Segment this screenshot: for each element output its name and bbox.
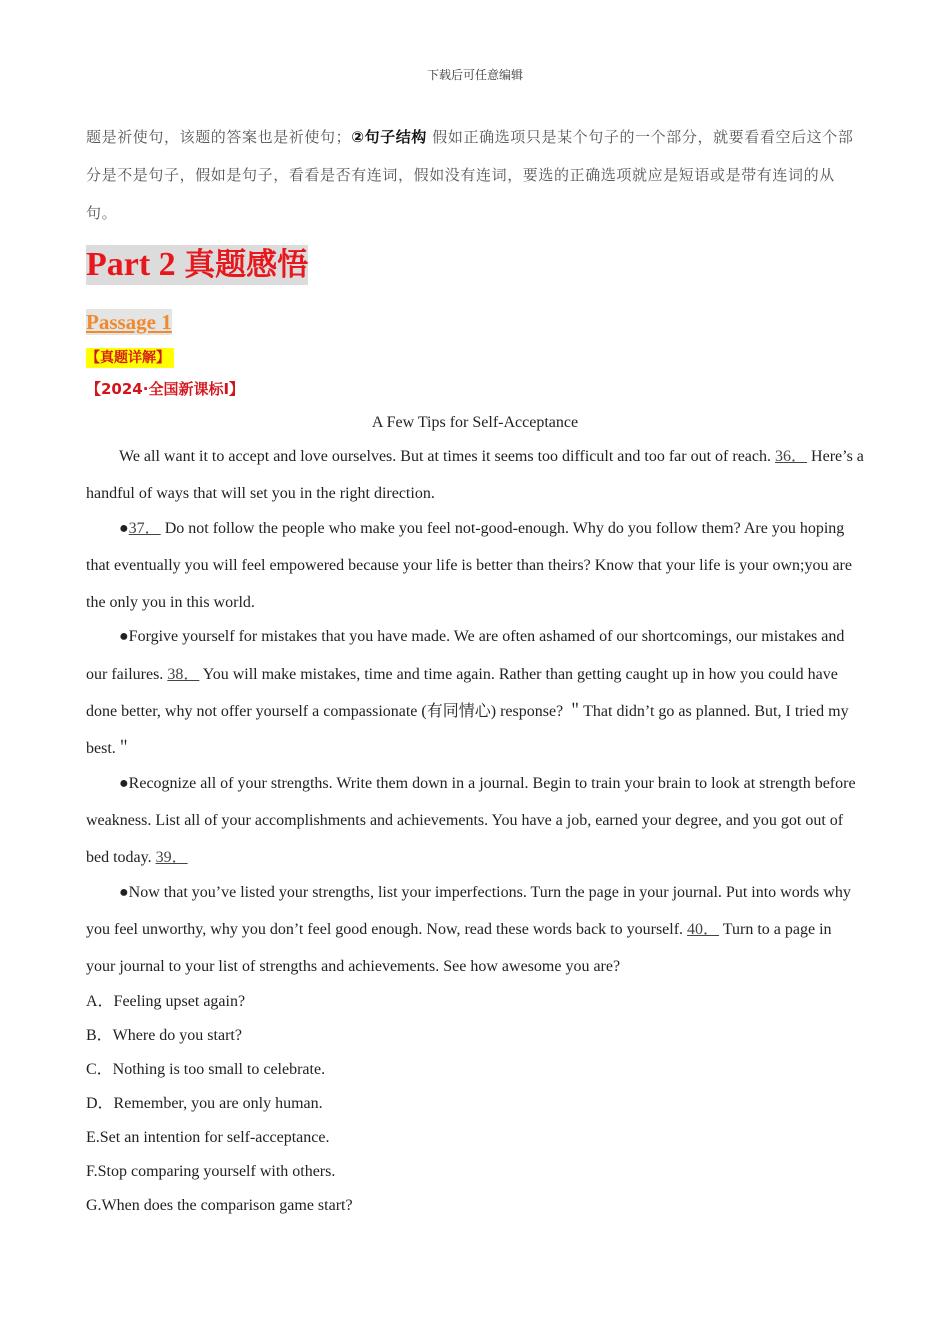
intro-bold-term: ②句子结构 — [351, 128, 427, 146]
option-g: G.When does the comparison game start? — [86, 1197, 353, 1215]
paragraph-text: Here’s a handful of ways that will set you in the right direction. — [86, 448, 864, 503]
page-header: 下载后可任意编辑 — [426, 68, 523, 82]
blank-39: 39． — [155, 849, 188, 867]
option-e: E.Set an intention for self-acceptance. — [86, 1129, 330, 1147]
option-a: A．Feeling upset again? — [86, 993, 246, 1011]
paragraph-text: Turn to a page in your journal to your list of strengths and achievements. See how awesome you are? — [86, 920, 832, 976]
article-title: A Few Tips for Self-Acceptance — [371, 414, 579, 431]
intro-lead: 题是祈使句，该题的答案也是祈使句； — [86, 128, 352, 146]
article-paragraph — [86, 874, 864, 986]
paragraph-text: ●Forgive yourself for mistakes that you have made. We are often ashamed of our shortcomings, our mistakes and our failures. — [86, 628, 845, 683]
passage-label: Passage 1 — [86, 310, 172, 334]
option-d: D．Remember, you are only human. — [86, 1095, 323, 1113]
option-c: C．Nothing is too small to celebrate. — [86, 1061, 326, 1079]
paragraph-text: You will make mistakes, time and time again. Rather than getting caught up in how you could have done better, why not offer yourself a compassionate (有同情心) response? ＂That didn’t go as planned. But, I tried my best.＂ — [86, 665, 849, 758]
blank-36: 36． — [775, 448, 808, 465]
blank-40: 40． — [687, 920, 720, 938]
part-heading-cn: 真题感悟 — [184, 247, 309, 283]
part-heading-latin: Part 2 — [86, 246, 185, 283]
intro-paragraph — [86, 118, 864, 232]
article-paragraph — [86, 618, 864, 767]
section-tag: 【真题详解】 — [86, 348, 174, 368]
intro-rest: 假如正确选项只是某个句子的一个部分，就要看看空后这个部分是不是句子，假如是句子，看看是否有连词，假如没有连词，要选的正确选项就应是短语或是带有连词的从句。 — [86, 128, 854, 222]
option-f: F.Stop comparing yourself with others. — [86, 1163, 336, 1181]
option-b: B．Where do you start? — [86, 1027, 242, 1045]
paragraph-text: Do not follow the people who make you feel not-good-enough. Why do you follow them? Are you hoping that eventually you will feel empowered because your life is better than theirs? Know that your life is your own;you are the only you in this world. — [86, 519, 852, 612]
paragraph-text: We all want it to accept and love ourselves. But at times it seems too difficult and too far out of reach. — [119, 448, 776, 465]
blank-37: 37． — [128, 519, 161, 537]
article-paragraph — [86, 510, 864, 622]
paragraph-text: ●Now that you’ve listed your strengths, list your imperfections. Turn the page in your journal. Put into words why you feel unworthy, why you don’t feel good enough. Now, read these words back to yourself. — [86, 883, 851, 938]
blank-38: 38． — [167, 665, 200, 683]
bullet-icon: ● — [119, 519, 129, 537]
exam-source: 【2024·全国新课标I】 — [86, 380, 245, 398]
part-heading — [86, 245, 308, 285]
paragraph-text: ●Recognize all of your strengths. Write them down in a journal. Begin to train your brain to look at strength before weakness. List all of your accomplishments and achievements. You have a job, earned your degree, and you got out of bed today. — [86, 774, 856, 867]
article-paragraph — [86, 438, 864, 513]
document-body — [86, 118, 864, 1223]
answer-options — [86, 985, 864, 1223]
article-paragraph — [86, 765, 864, 877]
